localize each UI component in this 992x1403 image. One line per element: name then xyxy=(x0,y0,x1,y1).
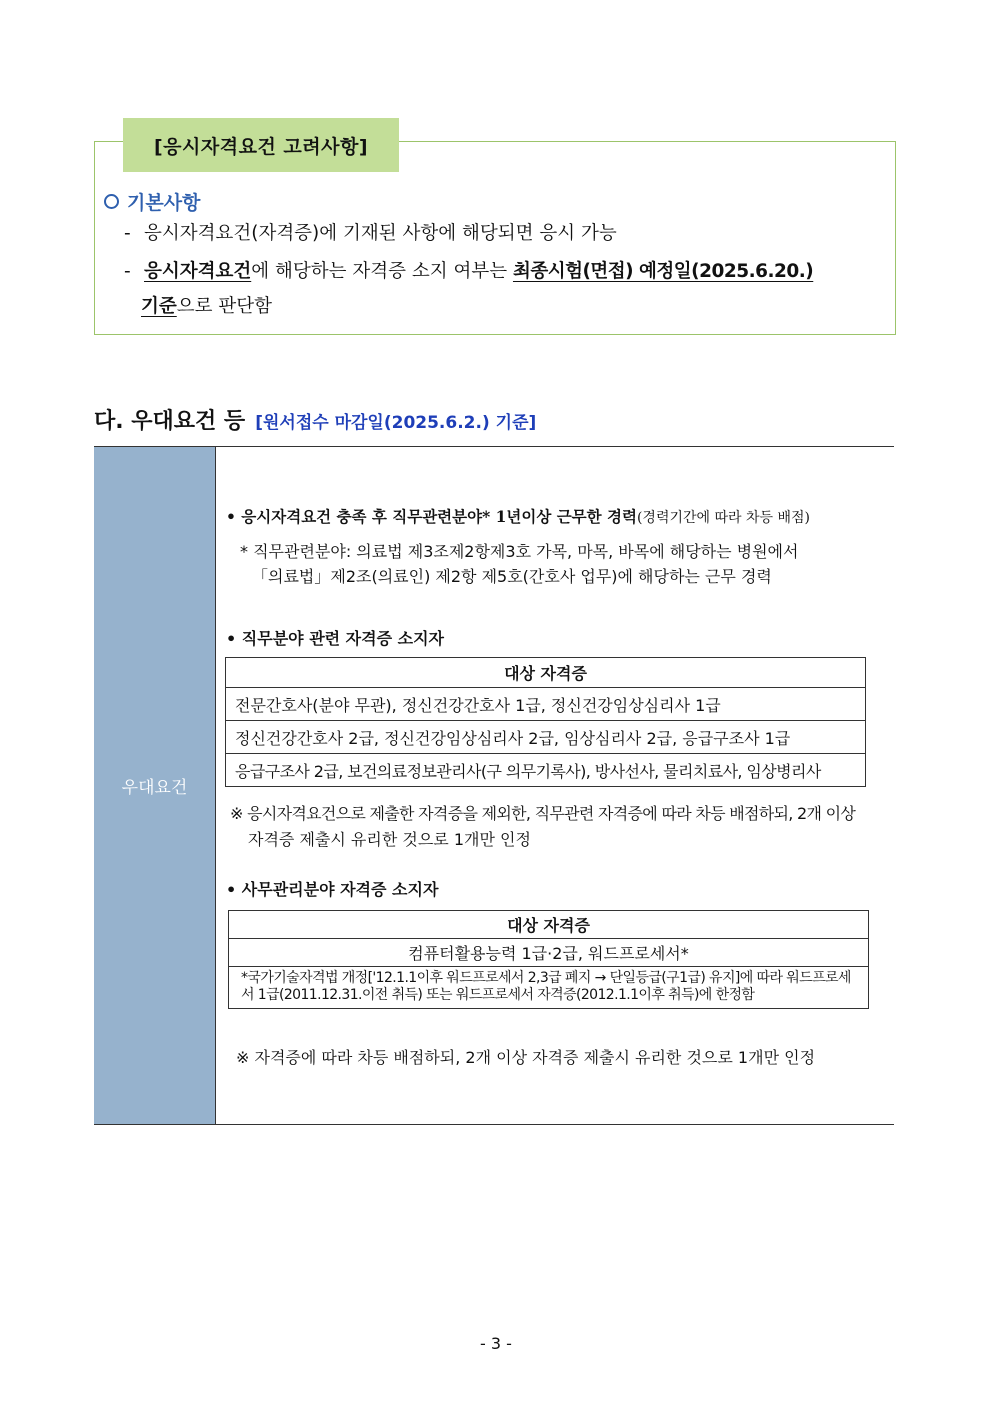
item-career: • 응시자격요건 충족 후 직무관련분야* 1년이상 근무한 경력(경력기간에 따라 차등 배점) xyxy=(226,507,810,526)
basic-line-2: - 응시자격요건에 해당하는 자격증 소지 여부는 최종시험(면접) 예정일(2025.6.20.) xyxy=(124,261,814,282)
cert-table-header: 대상 자격증 xyxy=(229,911,869,939)
career-note-1: * 직무관련분야: 의료법 제3조제2항제3호 가목, 마목, 바목에 해당하는 병원에서 xyxy=(240,542,799,561)
job-cert-note-1: ※ 응시자격요건으로 제출한 자격증을 제외한, 직무관련 자격증에 따라 차등 배점하되, 2개 이상 xyxy=(230,804,856,823)
cert-table-header: 대상 자격증 xyxy=(226,658,866,688)
basic-heading-text: 기본사항 xyxy=(127,192,201,214)
circle-bullet-icon xyxy=(104,194,119,209)
basic-line-1: - 응시자격요건(자격증)에 기재된 사항에 해당되면 응시 가능 xyxy=(124,223,617,244)
item-job-certs-title: • 직무분야 관련 자격증 소지자 xyxy=(226,629,444,648)
section-subtitle: [원서접수 마감일(2025.6.2.) 기준] xyxy=(255,413,537,433)
office-cert-note: ※ 자격증에 따라 차등 배점하되, 2개 이상 자격증 제출시 유리한 것으로 1개만 인정 xyxy=(236,1048,816,1067)
job-cert-table xyxy=(225,657,866,787)
office-cert-table xyxy=(228,910,869,1009)
basic-heading xyxy=(104,188,200,215)
item-office-certs-title: • 사무관리분야 자격증 소지자 xyxy=(226,880,439,899)
cert-row: 전문간호사(분야 무관), 정신건강간호사 1급, 정신건강임상심리사 1급 xyxy=(226,688,866,721)
dash-bullet: - xyxy=(124,261,131,282)
career-note-2: 「의료법」제2조(의료인) 제2항 제5호(간호사 업무)에 해당하는 근무 경력 xyxy=(252,567,772,586)
job-cert-note-2: 자격증 제출시 유리한 것으로 1개만 인정 xyxy=(248,830,531,849)
cert-fine-note: *국가기술자격법 개정['12.1.1이후 워드프로세서 2,3급 폐지 → 단일등급(구1급) 유지]에 따라 워드프로세서 1급(2011.12.31.이전 취득) 또는 워드프로세서 자격증(2012.1.1이후 취득)에 한정함 xyxy=(229,967,869,1009)
preference-label: 우대요건 xyxy=(94,447,216,1124)
dash-bullet: - xyxy=(124,223,131,244)
section-title: 다. 우대요건 등 [원서접수 마감일(2025.6.2.) 기준] xyxy=(94,409,537,434)
cert-row: 응급구조사 2급, 보건의료정보관리사(구 의무기록사), 방사선사, 물리치료사, 임상병리사 xyxy=(226,754,866,787)
cert-row: 컴퓨터활용능력 1급·2급, 워드프로세서* xyxy=(229,939,869,967)
cert-row: 정신건강간호사 2급, 정신건강임상심리사 2급, 임상심리사 2급, 응급구조사 1급 xyxy=(226,721,866,754)
page-number: - 3 - xyxy=(480,1334,512,1353)
consideration-tab-title: [응시자격요건 고려사항] xyxy=(123,118,399,172)
basic-line-3: 기준으로 판단함 xyxy=(141,296,272,317)
